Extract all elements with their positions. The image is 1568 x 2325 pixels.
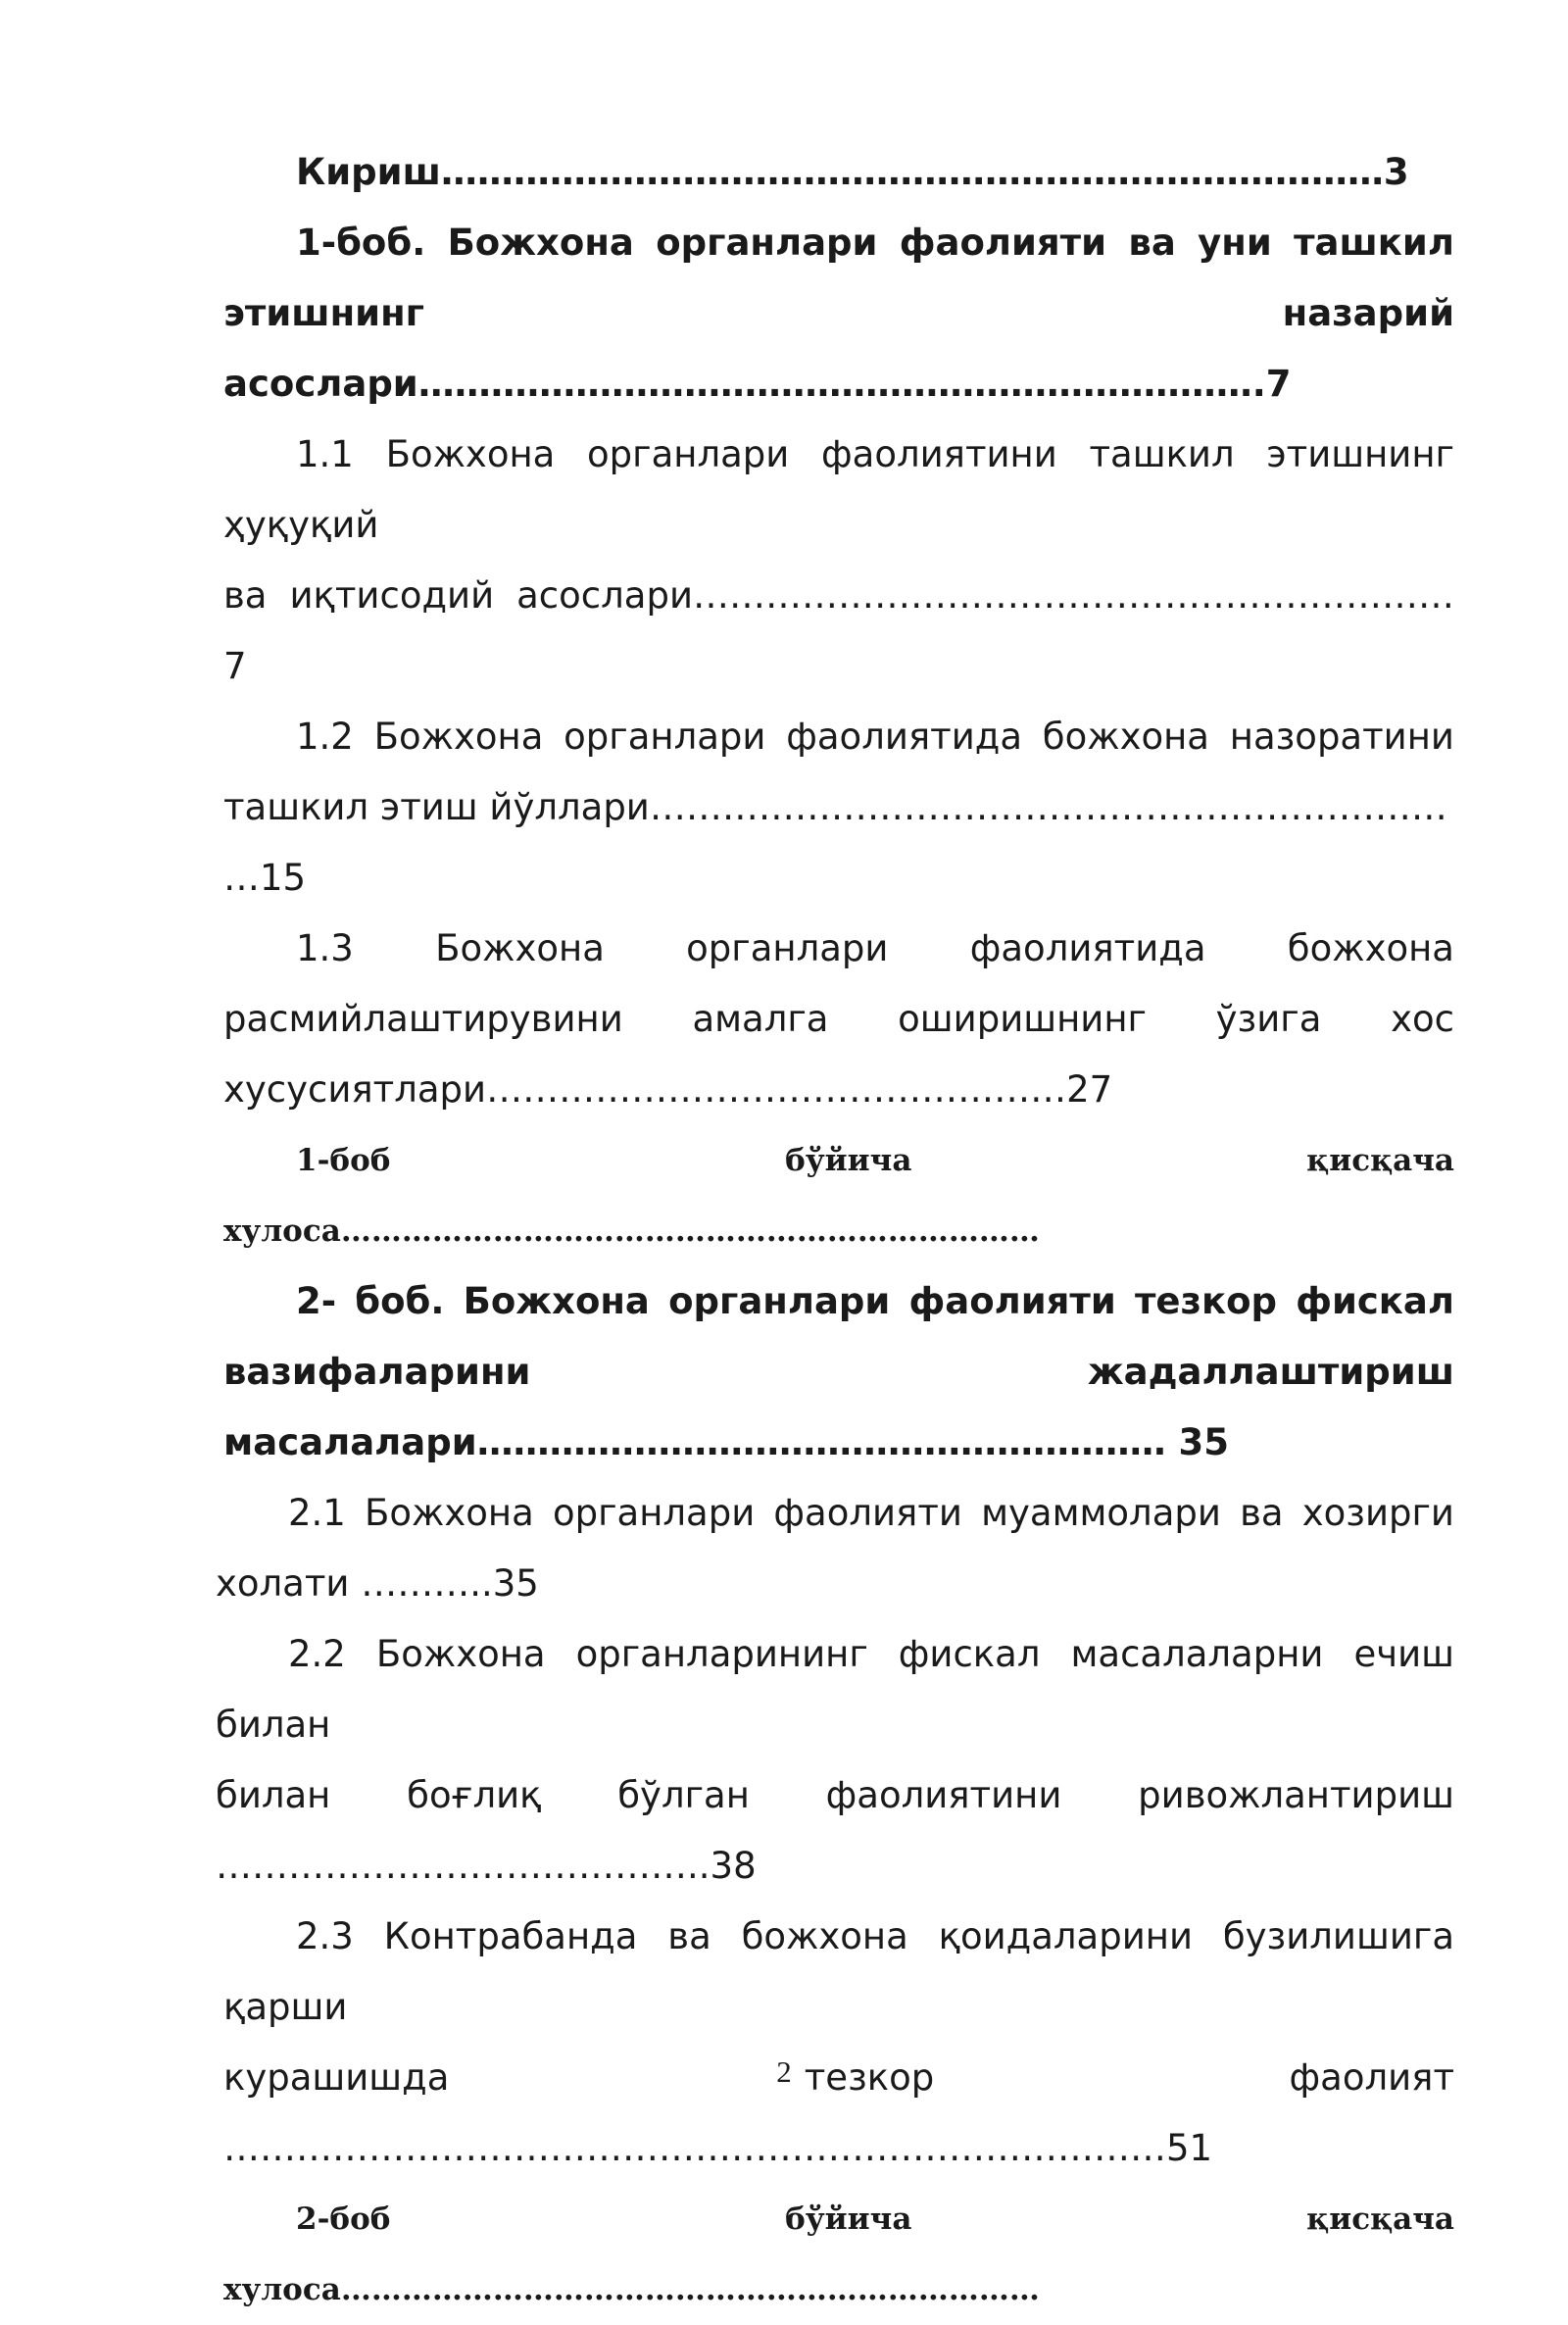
section-1-3-line1: 1.3 Божхона органлари фаолиятида божхона — [296, 927, 1454, 969]
section-1-2-line1: 1.2 Божхона органлари фаолиятида божхона назоратини — [296, 716, 1454, 758]
page-number: 2 — [776, 2054, 792, 2089]
section-1-3-line3: хусусиятлари…………………………………………27 — [223, 1068, 1113, 1111]
chapter2-title-line1: 2- боб. Божхона органлари фаолияти тезкор фискал — [296, 1280, 1454, 1322]
table-of-contents — [216, 137, 1454, 2325]
section-1-3-line2: расмийлаштирувини амалга оширишнинг ўзига хос — [223, 998, 1454, 1040]
chapter2-title-line2: вазифаларини жадаллаштириш — [223, 1351, 1454, 1393]
chapter2-title-line3: масалалари………………………………………………… 35 — [223, 1421, 1230, 1463]
chapter1-summary: 1-боб бўйича қисқача хулоса…………………………………………………………… — [223, 1143, 1454, 1249]
section-2-1-line2: холати ………..35 — [216, 1562, 539, 1605]
section-2-2-line3: …………………………………..38 — [216, 1845, 757, 1887]
section-1-1-line2: ва иқтисодий асослари………………………………………………………7 — [223, 574, 1454, 687]
chapter1-title-line2: этишнинг назарий — [223, 292, 1454, 334]
section-2-3-line3: ……………………………………………………………………51 — [223, 2127, 1213, 2169]
toc-intro: Кириш……………………………………………………………………3 — [296, 151, 1409, 193]
section-2-3-line2: курашишда тезкор фаолият — [223, 2056, 1454, 2099]
section-1-2-line3: …15 — [223, 857, 307, 899]
section-2-1-line1: 2.1 Божхона органлари фаолияти муаммолари ва хозирги — [288, 1492, 1454, 1534]
section-1-1-line1: 1.1 Божхона органлари фаолиятини ташкил этишнинг ҳуқуқий — [223, 433, 1454, 546]
section-2-2-line1: 2.2 Божхона органларининг фискал масалаларни ечиш билан — [216, 1633, 1454, 1746]
section-2-2-line2: билан боғлиқ бўлган фаолиятини ривожлантириш — [216, 1774, 1454, 1816]
chapter1-title-line1: 1-боб. Божхона органлари фаолияти ва уни ташкил — [296, 222, 1454, 264]
chapter2-summary: 2-боб бўйича қисқача хулоса…………………………………………………………… — [223, 2201, 1454, 2307]
section-1-2-line2: ташкил этиш йўллари………………………………………………………… — [223, 786, 1447, 828]
section-2-3-line1: 2.3 Контрабанда ва божхона қоидаларини бузилишига қарши — [223, 1915, 1454, 2028]
chapter1-title-line3: асослари…………………………………………………………….7 — [223, 363, 1292, 405]
